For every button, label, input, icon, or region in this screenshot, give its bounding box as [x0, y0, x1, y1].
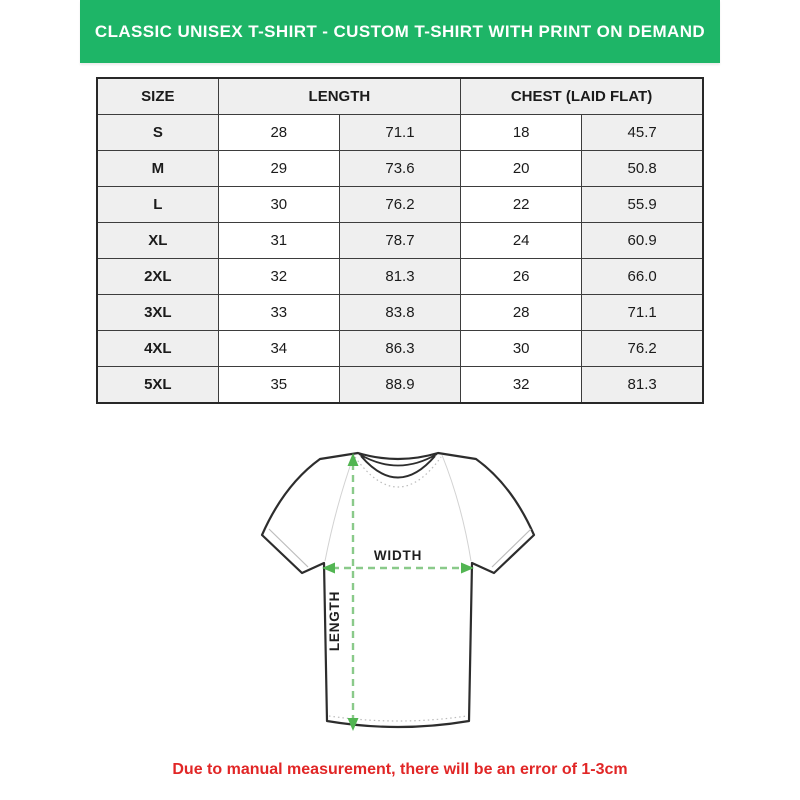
size-row-xl	[97, 223, 703, 259]
size-row-2xl	[97, 259, 703, 295]
size-row-s	[97, 115, 703, 151]
chest-cm-value: 50.8	[582, 151, 703, 187]
column-header-length: LENGTH	[218, 78, 460, 115]
title-banner	[80, 0, 720, 63]
length-inches-value: 30	[218, 187, 339, 223]
size-label: 3XL	[97, 295, 218, 331]
chest-inches-value: 22	[461, 187, 582, 223]
length-inches-value: 32	[218, 259, 339, 295]
length-inches-value: 34	[218, 331, 339, 367]
chest-inches-value: 26	[461, 259, 582, 295]
size-label: 2XL	[97, 259, 218, 295]
size-row-l	[97, 187, 703, 223]
size-row-5xl	[97, 367, 703, 404]
size-label: 5XL	[97, 367, 218, 404]
length-cm-value: 88.9	[339, 367, 460, 404]
size-label: 4XL	[97, 331, 218, 367]
length-inches-value: 35	[218, 367, 339, 404]
chest-inches-value: 32	[461, 367, 582, 404]
length-cm-value: 73.6	[339, 151, 460, 187]
size-label: XL	[97, 223, 218, 259]
length-cm-value: 71.1	[339, 115, 460, 151]
column-header-size: SIZE	[97, 78, 218, 115]
size-chart-table	[96, 77, 704, 404]
chest-cm-value: 60.9	[582, 223, 703, 259]
chest-cm-value: 81.3	[582, 367, 703, 404]
chest-inches-value: 18	[461, 115, 582, 151]
column-header-chest: CHEST (LAID FLAT)	[461, 78, 703, 115]
length-label: LENGTH	[327, 590, 342, 652]
length-cm-value: 76.2	[339, 187, 460, 223]
size-label: S	[97, 115, 218, 151]
length-cm-value: 78.7	[339, 223, 460, 259]
chest-inches-value: 24	[461, 223, 582, 259]
chest-cm-value: 55.9	[582, 187, 703, 223]
table-header-row	[97, 78, 703, 115]
size-row-4xl	[97, 331, 703, 367]
tshirt-diagram	[240, 425, 560, 755]
length-inches-value: 33	[218, 295, 339, 331]
width-label: WIDTH	[373, 548, 423, 563]
size-row-3xl	[97, 295, 703, 331]
tshirt-outline	[262, 453, 534, 727]
chest-cm-value: 76.2	[582, 331, 703, 367]
length-inches-value: 29	[218, 151, 339, 187]
length-cm-value: 81.3	[339, 259, 460, 295]
chest-inches-value: 28	[461, 295, 582, 331]
size-label: L	[97, 187, 218, 223]
length-cm-value: 86.3	[339, 331, 460, 367]
chest-cm-value: 71.1	[582, 295, 703, 331]
length-inches-value: 28	[218, 115, 339, 151]
chest-inches-value: 20	[461, 151, 582, 187]
chest-cm-value: 45.7	[582, 115, 703, 151]
size-label: M	[97, 151, 218, 187]
measurement-disclaimer: Due to manual measurement, there will be an error of 1-3cm	[172, 761, 628, 778]
size-row-m	[97, 151, 703, 187]
chest-cm-value: 66.0	[582, 259, 703, 295]
length-inches-value: 31	[218, 223, 339, 259]
page-title: CLASSIC UNISEX T-SHIRT - CUSTOM T-SHIRT WITH PRINT ON DEMAND	[94, 21, 706, 41]
chest-inches-value: 30	[461, 331, 582, 367]
length-cm-value: 83.8	[339, 295, 460, 331]
